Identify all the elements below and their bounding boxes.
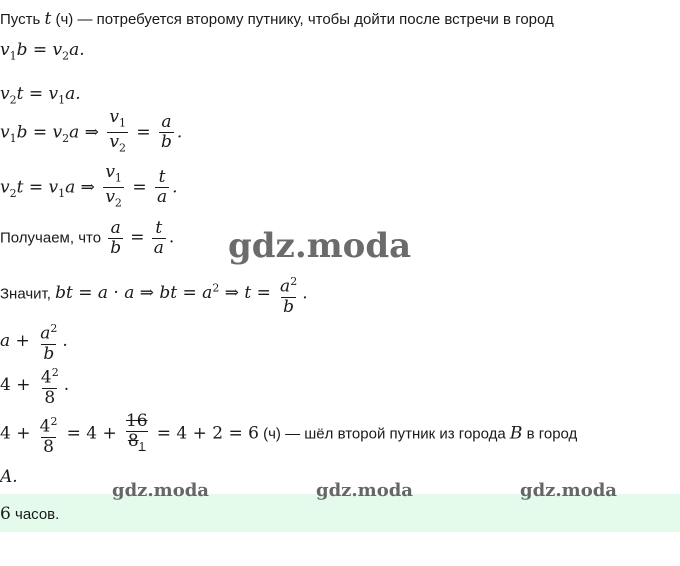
watermark-footer-2: gdz.moda — [316, 480, 413, 501]
label-shel: — шёл второй путник из города — [285, 425, 506, 443]
label-v-gorod: в город — [526, 425, 578, 443]
eq-v1b-v2a: $v_1b = v_2a$. — [0, 40, 85, 63]
eq-a-plus: a + $\frac{a^2}{b}$ . — [0, 322, 68, 364]
eq-final: 4 + $\frac{4^2}{8}$ = 4 + $\frac{16}{8_1}$ = 4 + 2 = 6 (ч) — шёл второй путник из города B в город — [0, 411, 578, 457]
label-hours: (ч) — [263, 425, 281, 443]
city-a: A. — [0, 467, 18, 487]
intro-line — [0, 9, 554, 30]
watermark-main: gdz.moda — [228, 226, 412, 266]
answer-line — [0, 504, 59, 525]
eq-ratio-a-b: $v_1b = v_2a$ ⇒ $\frac{v_1}{v_2}$ = $\frac{a}{b}$ . — [0, 108, 182, 158]
label-poluchaem: Получаем, что — [0, 229, 102, 247]
eq-v2t-v1a: $v_2t = v_1a$. — [0, 84, 81, 107]
answer-text: часов. — [15, 506, 60, 523]
answer-number: 6 — [0, 504, 11, 524]
eq-poluchaem: Получаем, что $\frac{a}{b}$ = $\frac{t}{a}$ . — [0, 218, 175, 258]
watermark-footer-3: gdz.moda — [520, 480, 617, 501]
eq-4-plus: 4 + $\frac{4^2}{8}$ . — [0, 366, 70, 408]
watermark-footer-1: gdz.moda — [112, 480, 209, 501]
label-znachit: Значит, — [0, 285, 51, 303]
intro-var: t — [44, 9, 52, 29]
intro-text-after: (ч) — потребуется второму путнику, чтобы дойти после встречи в город — [55, 11, 554, 28]
eq-znachit: Значит, bt = a · a ⇒ bt = $a^2$ ⇒ t = $\frac{a^2}{b}$ . — [0, 275, 308, 317]
intro-text-before: Пусть — [0, 11, 41, 28]
eq-ratio-t-a: $v_2t = v_1a$ ⇒ $\frac{v_1}{v_2}$ = $\frac{t}{a}$ . — [0, 163, 178, 213]
